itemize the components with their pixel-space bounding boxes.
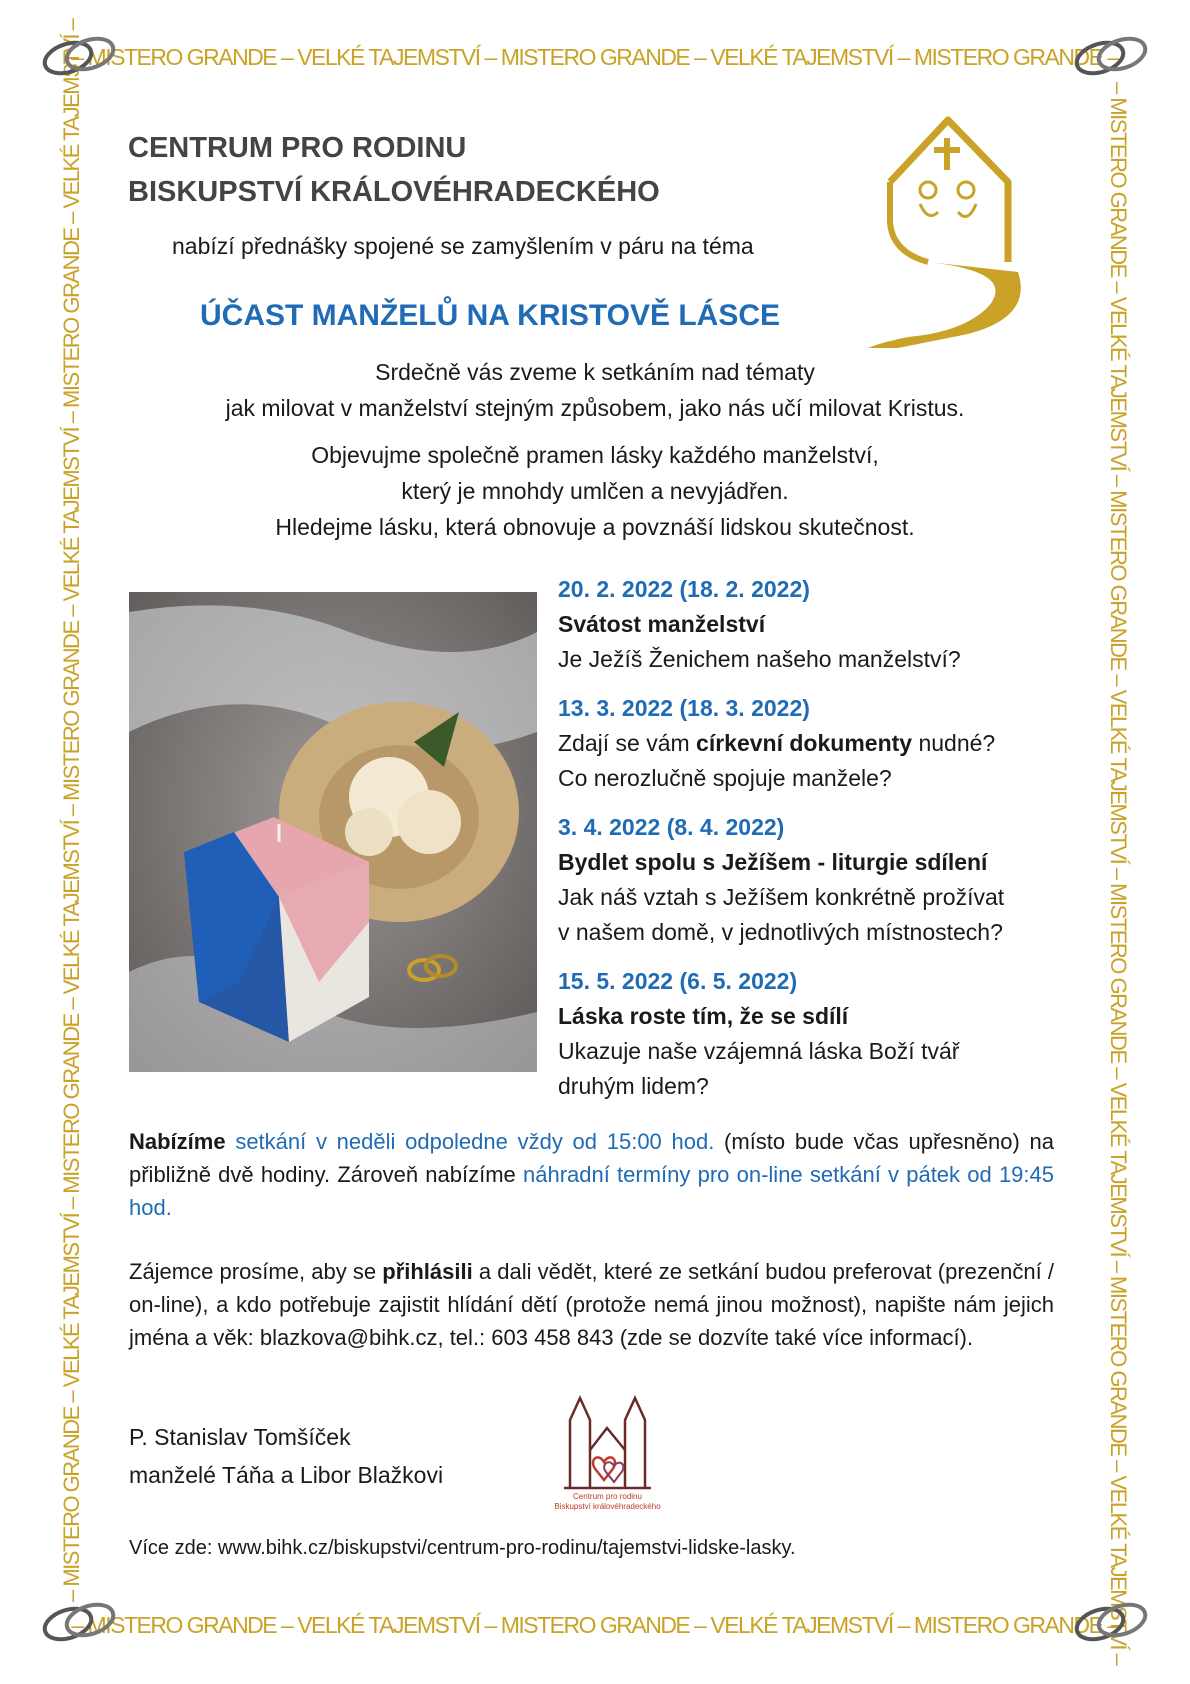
- event-item: [558, 964, 1058, 1104]
- logo-caption: Biskupství královéhradeckého: [554, 1502, 661, 1511]
- paragraph-line: jak milovat v manželství stejným způsobem, jako nás učí milovat Kristus.: [225, 395, 965, 421]
- wedding-rings-icon: [1068, 28, 1154, 84]
- event-title: Láska roste tím, že se sdílí: [558, 1003, 849, 1029]
- event-list: [558, 572, 1058, 1118]
- event-description: Je Ježíš Ženichem našeho manželství?: [558, 646, 961, 672]
- border-right-text: – MISTERO GRANDE – VELKÉ TAJEMSTVÍ – MISTERO GRANDE – VELKÉ TAJEMSTVÍ – MISTERO GRANDE – VELKÉ TAJEMSTVÍ – MISTERO GRANDE – VELKÉ TAJEMSTVÍ –: [1106, 82, 1131, 1665]
- wedding-rings-icon: [36, 28, 122, 84]
- org-name-line1: CENTRUM PRO RODINU: [128, 132, 467, 164]
- wedding-rings-icon: [1068, 1594, 1154, 1650]
- intro-text: nabízí přednášky spojené se zamyšlením v páru na téma: [172, 233, 754, 259]
- bold-span: církevní dokumenty: [696, 730, 913, 756]
- event-description: Co nerozlučně spojuje manžele?: [558, 765, 892, 791]
- border-bottom-text: – MISTERO GRANDE – VELKÉ TAJEMSTVÍ – MISTERO GRANDE – VELKÉ TAJEMSTVÍ – MISTERO GRANDE –: [71, 1612, 1119, 1638]
- event-item: [558, 810, 1058, 950]
- text-span: Zdají se vám: [558, 730, 697, 756]
- signature-line: P. Stanislav Tomšíček: [129, 1424, 351, 1450]
- offer-paragraph: [129, 1125, 1054, 1224]
- main-title: ÚČAST MANŽELŮ NA KRISTOVĚ LÁSCE: [199, 299, 781, 332]
- text-span: (místo bude včas upřesněno) na přibližně dvě hodiny. Zároveň nabízíme: [129, 1129, 1054, 1187]
- more-info-link[interactable]: Více zde: www.bihk.cz/biskupstvi/centrum-pro-rodinu/tajemstvi-lidske-lasky.: [129, 1537, 796, 1559]
- event-description: druhým lidem?: [558, 1073, 709, 1099]
- bold-span: Nabízíme: [129, 1129, 226, 1154]
- event-date: 13. 3. 2022 (18. 3. 2022): [558, 695, 810, 721]
- paragraph-line: Objevujme společně pramen lásky každého manželství,: [311, 442, 879, 468]
- text-span: nudné?: [912, 730, 996, 756]
- bold-span: přihlásili: [382, 1259, 473, 1284]
- text-span: Zájemce prosíme, aby se: [129, 1259, 377, 1284]
- paragraph-line: který je mnohdy umlčen a nevyjádřen.: [401, 478, 789, 504]
- org-name-line2: BISKUPSTVÍ KRÁLOVÉHRADECKÉHO: [128, 176, 660, 208]
- border-top-text: – MISTERO GRANDE – VELKÉ TAJEMSTVÍ – MISTERO GRANDE – VELKÉ TAJEMSTVÍ – MISTERO GRANDE –: [71, 44, 1119, 70]
- signature: [129, 1418, 443, 1494]
- event-item: [558, 572, 1058, 677]
- text-span: a dali vědět, které ze setkání budou preferovat (prezenční / on-line), a kdo potřebuje zajistit hlídání dětí (protože nemá jinou možnost), napište nám jejich jména a věk: blazkova@bihk.cz, tel.: 603 458 843 (zde se dozvíte také více informací).: [129, 1259, 1054, 1350]
- event-item: [558, 691, 1058, 796]
- paragraph-line: Hledejme lásku, která obnovuje a povznáší lidskou skutečnost.: [275, 514, 915, 540]
- event-date: 15. 5. 2022 (6. 5. 2022): [558, 968, 798, 994]
- highlight-span: setkání v neděli odpoledne vždy od 15:00 hod.: [235, 1129, 715, 1154]
- event-date: 20. 2. 2022 (18. 2. 2022): [558, 576, 810, 602]
- event-title: Svátost manželství: [558, 611, 766, 637]
- paragraph-line: Srdečně vás zveme k setkáním nad tématy: [375, 359, 815, 385]
- signup-paragraph: [129, 1255, 1054, 1354]
- discovery-paragraph: [0, 437, 1190, 545]
- event-description: Jak náš vztah s Ježíšem konkrétně prožívat: [558, 884, 1005, 910]
- invitation-paragraph: [0, 354, 1190, 426]
- border-left-text: – MISTERO GRANDE – VELKÉ TAJEMSTVÍ – MISTERO GRANDE – VELKÉ TAJEMSTVÍ – MISTERO GRANDE – VELKÉ TAJEMSTVÍ – MISTERO GRANDE – VELKÉ TAJEMSTVÍ –: [59, 19, 84, 1602]
- wedding-rings-icon: [36, 1594, 122, 1650]
- event-date: 3. 4. 2022 (8. 4. 2022): [558, 814, 785, 840]
- event-title: Bydlet spolu s Ježíšem - liturgie sdílení: [558, 849, 988, 875]
- signature-line: manželé Táňa a Libor Blažkovi: [129, 1462, 444, 1488]
- event-description: [558, 726, 1058, 761]
- logo-caption: Centrum pro rodinu: [573, 1492, 642, 1501]
- event-description: Ukazuje naše vzájemná láska Boží tvář: [558, 1038, 960, 1064]
- event-description: v našem domě, v jednotlivých místnostech?: [558, 919, 1003, 945]
- candle-rose-photo: [129, 592, 537, 1072]
- highlight-span: náhradní termíny pro on-line setkání v pátek od 19:45 hod.: [129, 1162, 1054, 1220]
